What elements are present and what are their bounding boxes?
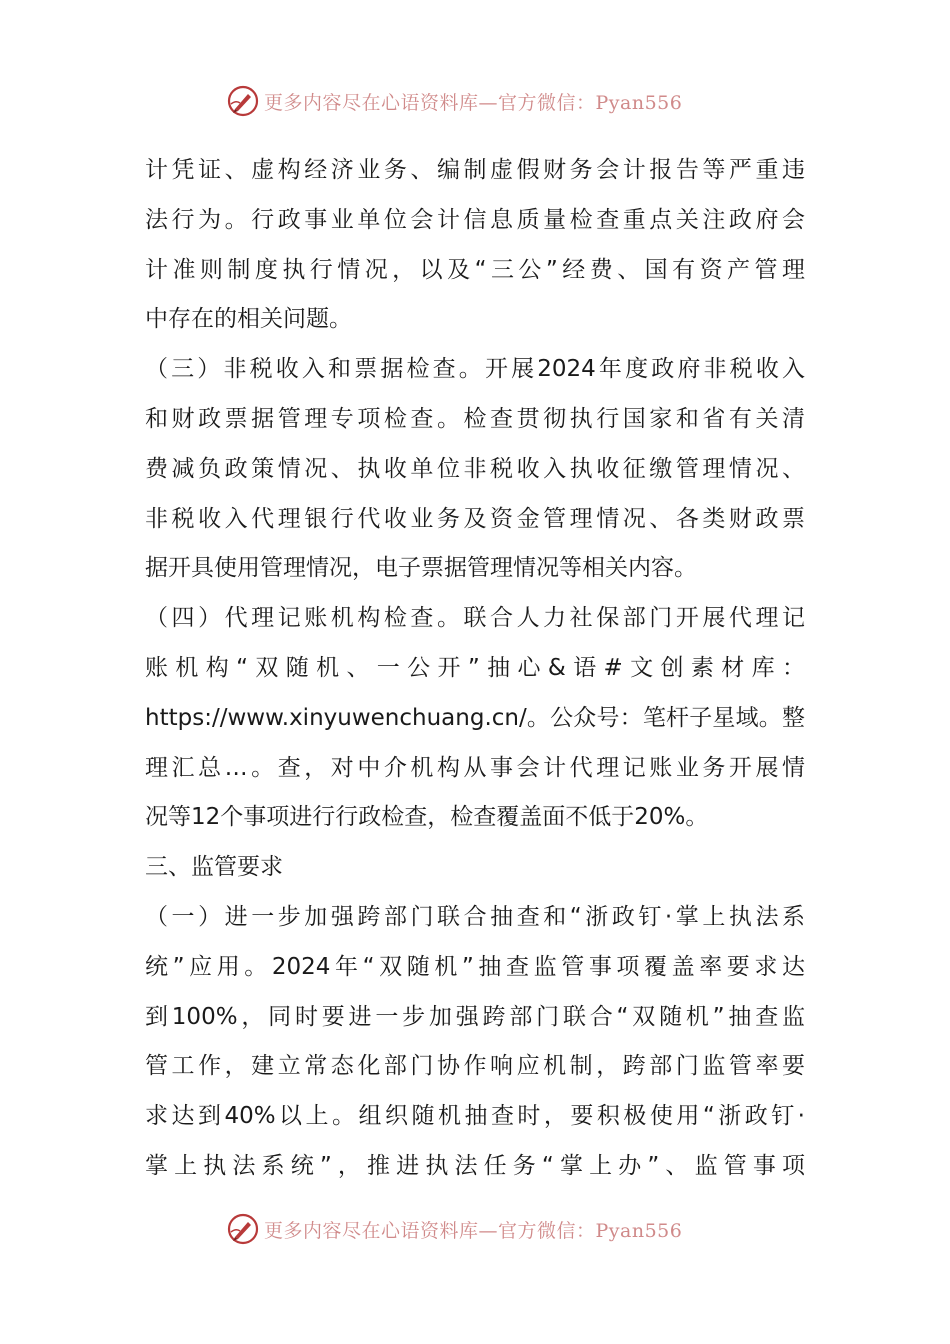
footer-banner-text: 更多内容尽在心语资料库—官方微信：Pyan556 bbox=[264, 1219, 683, 1242]
text-line: 法行为。行政事业单位会计信息质量检查重点关注政府会 bbox=[145, 206, 805, 233]
text-line: 据开具使用管理情况，电子票据管理情况等相关内容。 bbox=[145, 555, 697, 582]
text-line: 费减负政策情况、执收单位非税收入执收征缴管理情况、 bbox=[145, 455, 805, 482]
text-line: 和财政票据管理专项检查。检查贯彻执行国家和省有关清 bbox=[145, 405, 805, 432]
text-line: 计凭证、虚构经济业务、编制虚假财务会计报告等严重违 bbox=[145, 157, 805, 183]
pen-logo-icon bbox=[226, 84, 260, 118]
text-line: https://www.xinyuwenchuang.cn/。公众号：笔杆子星域。整 bbox=[145, 704, 805, 731]
text-line: 到100%，同时要进一步加强跨部门联合“双随机”抽查监 bbox=[145, 1003, 805, 1030]
text-line: （四）代理记账机构检查。联合人力社保部门开展代理记 bbox=[145, 605, 805, 632]
text-line: 况等12个事项进行行政检查，检查覆盖面不低于20%。 bbox=[145, 804, 709, 831]
header-banner bbox=[0, 80, 950, 124]
text-line: （一）进一步加强跨部门联合抽查和“浙政钉·掌上执法系 bbox=[145, 903, 805, 930]
text-line: 求达到40%以上。组织随机抽查时，要积极使用“浙政钉· bbox=[145, 1103, 805, 1130]
text-line: 账机构“双随机、一公开”抽心&语#文创素材库： bbox=[145, 654, 805, 681]
text-line: 计准则制度执行情况，以及“三公”经费、国有资产管理 bbox=[145, 256, 805, 283]
text-line: 统”应用。2024年“双随机”抽查监管事项覆盖率要求达 bbox=[145, 953, 805, 980]
text-line: 非税收入代理银行代收业务及资金管理情况、各类财政票 bbox=[145, 505, 805, 532]
header-banner-text: 更多内容尽在心语资料库—官方微信：Pyan556 bbox=[264, 91, 683, 114]
text-line: 中存在的相关问题。 bbox=[145, 306, 352, 333]
text-line: 理汇总…。查，对中介机构从事会计代理记账业务开展情 bbox=[145, 754, 805, 781]
section-heading: 三、监管要求 bbox=[145, 854, 283, 881]
pen-logo-icon bbox=[226, 1212, 260, 1246]
footer-banner bbox=[0, 1208, 950, 1252]
text-line: 管工作，建立常态化部门协作响应机制，跨部门监管率要 bbox=[145, 1053, 805, 1080]
text-line: 掌上执法系统”，推进执法任务“掌上办”、监管事项 bbox=[145, 1152, 805, 1179]
text-line: （三）非税收入和票据检查。开展2024年度政府非税收入 bbox=[145, 356, 805, 383]
document-body bbox=[145, 146, 805, 1192]
